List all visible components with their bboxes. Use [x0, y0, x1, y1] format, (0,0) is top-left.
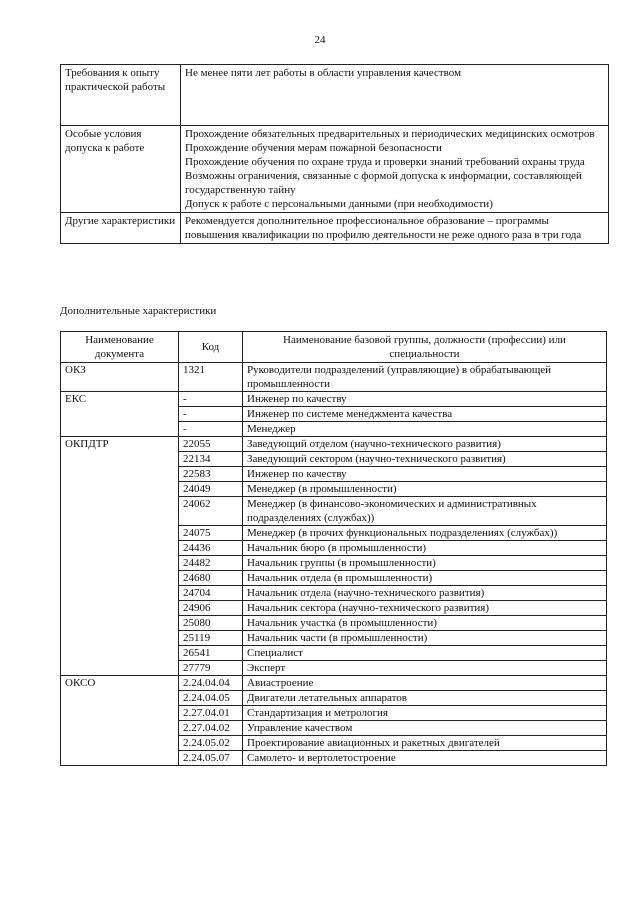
name-cell: Начальник участка (в промышленности) [243, 616, 607, 631]
name-cell: Заведующий сектором (научно-технического развития) [243, 452, 607, 467]
table-header-row [61, 332, 607, 363]
requirements-row [61, 213, 609, 244]
column-header-document: Наименование документа [61, 332, 179, 363]
table-row [61, 541, 607, 556]
code-cell: - [179, 422, 243, 437]
column-header-code: Код [179, 332, 243, 363]
table-row [61, 437, 607, 452]
table-row [61, 407, 607, 422]
table-row [61, 392, 607, 407]
requirements-row [61, 126, 609, 213]
requirements-value [181, 126, 609, 213]
document-name-empty [61, 467, 179, 482]
table-row [61, 721, 607, 736]
requirements-line: Прохождение обучения мерам пожарной безопасности [185, 142, 442, 154]
name-cell: Менеджер (в прочих функциональных подразделениях (службах)) [243, 526, 607, 541]
code-cell: 22583 [179, 467, 243, 482]
name-cell: Начальник отдела (в промышленности) [243, 571, 607, 586]
code-cell: 22055 [179, 437, 243, 452]
code-cell: 2.24.05.07 [179, 751, 243, 766]
document-name-empty [61, 586, 179, 601]
document-name-empty [61, 422, 179, 437]
requirements-line: Прохождение обязательных предварительных и периодических медицинских осмотров [185, 128, 595, 140]
document-name: ОКПДТР [61, 437, 179, 452]
requirements-label: Требования к опыту практической работы [61, 65, 181, 126]
code-cell: 2.24.04.05 [179, 691, 243, 706]
section-heading: Дополнительные характеристики [60, 305, 217, 317]
code-cell: 2.24.05.02 [179, 736, 243, 751]
page-number: 24 [314, 34, 326, 46]
code-cell: 24704 [179, 586, 243, 601]
table-row [61, 482, 607, 497]
column-header-name: Наименование базовой группы, должности (профессии) или специальности [243, 332, 607, 363]
name-cell: Эксперт [243, 661, 607, 676]
requirements-line: Рекомендуется дополнительное профессиональное образование – программы повышения квалификации по профилю деятельности не реже одного раза в три года [185, 215, 582, 241]
document-name-empty [61, 482, 179, 497]
table-row [61, 691, 607, 706]
code-cell: 2.27.04.01 [179, 706, 243, 721]
requirements-line: Прохождение обучения по охране труда и проверки знаний требований охраны труда [185, 156, 585, 168]
table-row [61, 706, 607, 721]
name-cell: Начальник отдела (научно-технического развития) [243, 586, 607, 601]
name-cell: Самолето- и вертолетостроение [243, 751, 607, 766]
code-cell: 24075 [179, 526, 243, 541]
name-cell: Инженер по системе менеджмента качества [243, 407, 607, 422]
table-row [61, 452, 607, 467]
table-row [61, 497, 607, 526]
table-row [61, 467, 607, 482]
name-cell: Менеджер (в промышленности) [243, 482, 607, 497]
table-row [61, 631, 607, 646]
document-name: ОКЗ [61, 363, 179, 392]
table-row [61, 601, 607, 616]
name-cell: Инженер по качеству [243, 392, 607, 407]
name-cell: Специалист [243, 646, 607, 661]
name-cell: Менеджер (в финансово-экономических и административных подразделениях (службах)) [243, 497, 607, 526]
document-name-empty [61, 736, 179, 751]
requirements-line: Возможны ограничения, связанные с формой допуска к информации, составляющей государственную тайну [185, 170, 582, 196]
code-cell: 2.24.04.04 [179, 676, 243, 691]
table-row [61, 736, 607, 751]
name-cell: Заведующий отделом (научно-технического развития) [243, 437, 607, 452]
document-name-empty [61, 407, 179, 422]
code-cell: 24680 [179, 571, 243, 586]
code-cell: 1321 [179, 363, 243, 392]
requirements-value [181, 65, 609, 126]
code-cell: 24062 [179, 497, 243, 526]
name-cell: Начальник сектора (научно-технического развития) [243, 601, 607, 616]
document-name-empty [61, 541, 179, 556]
requirements-line: Допуск к работе с персональными данными (при необходимости) [185, 198, 493, 210]
requirements-line: Не менее пяти лет работы в области управления качеством [185, 67, 462, 79]
document-name-empty [61, 452, 179, 467]
document-name-empty [61, 526, 179, 541]
document-name-empty [61, 571, 179, 586]
code-cell: 26541 [179, 646, 243, 661]
requirements-row [61, 65, 609, 126]
document-name-empty [61, 646, 179, 661]
name-cell: Начальник части (в промышленности) [243, 631, 607, 646]
code-cell: 25119 [179, 631, 243, 646]
requirements-label: Особые условия допуска к работе [61, 126, 181, 213]
name-cell: Двигатели летательных аппаратов [243, 691, 607, 706]
name-cell: Инженер по качеству [243, 467, 607, 482]
table-row [61, 526, 607, 541]
document-name: ОКСО [61, 676, 179, 691]
name-cell: Начальник группы (в промышленности) [243, 556, 607, 571]
document-name-empty [61, 497, 179, 526]
code-cell: - [179, 407, 243, 422]
document-name-empty [61, 751, 179, 766]
document-name-empty [61, 616, 179, 631]
document-name-empty [61, 706, 179, 721]
table-row [61, 646, 607, 661]
code-cell: 24436 [179, 541, 243, 556]
requirements-value [181, 213, 609, 244]
table-row [61, 676, 607, 691]
document-name-empty [61, 721, 179, 736]
document-name-empty [61, 601, 179, 616]
table-row [61, 556, 607, 571]
code-cell: 24482 [179, 556, 243, 571]
document-name-empty [61, 556, 179, 571]
requirements-table [60, 64, 609, 244]
table-row [61, 571, 607, 586]
table-row [61, 363, 607, 392]
document-name-empty [61, 691, 179, 706]
name-cell: Управление качеством [243, 721, 607, 736]
code-cell: 2.27.04.02 [179, 721, 243, 736]
name-cell: Начальник бюро (в промышленности) [243, 541, 607, 556]
code-cell: - [179, 392, 243, 407]
code-cell: 24906 [179, 601, 243, 616]
document-name-empty [61, 661, 179, 676]
requirements-label: Другие характеристики [61, 213, 181, 244]
name-cell: Проектирование авиационных и ракетных двигателей [243, 736, 607, 751]
document-name: ЕКС [61, 392, 179, 407]
name-cell: Руководители подразделений (управляющие) в обрабатывающей промышленности [243, 363, 607, 392]
table-row [61, 422, 607, 437]
code-cell: 24049 [179, 482, 243, 497]
name-cell: Авиастроение [243, 676, 607, 691]
name-cell: Стандартизация и метрология [243, 706, 607, 721]
table-row [61, 751, 607, 766]
code-cell: 27779 [179, 661, 243, 676]
table-row [61, 661, 607, 676]
additional-characteristics-table [60, 331, 607, 766]
document-name-empty [61, 631, 179, 646]
code-cell: 25080 [179, 616, 243, 631]
table-row [61, 616, 607, 631]
table-row [61, 586, 607, 601]
name-cell: Менеджер [243, 422, 607, 437]
code-cell: 22134 [179, 452, 243, 467]
